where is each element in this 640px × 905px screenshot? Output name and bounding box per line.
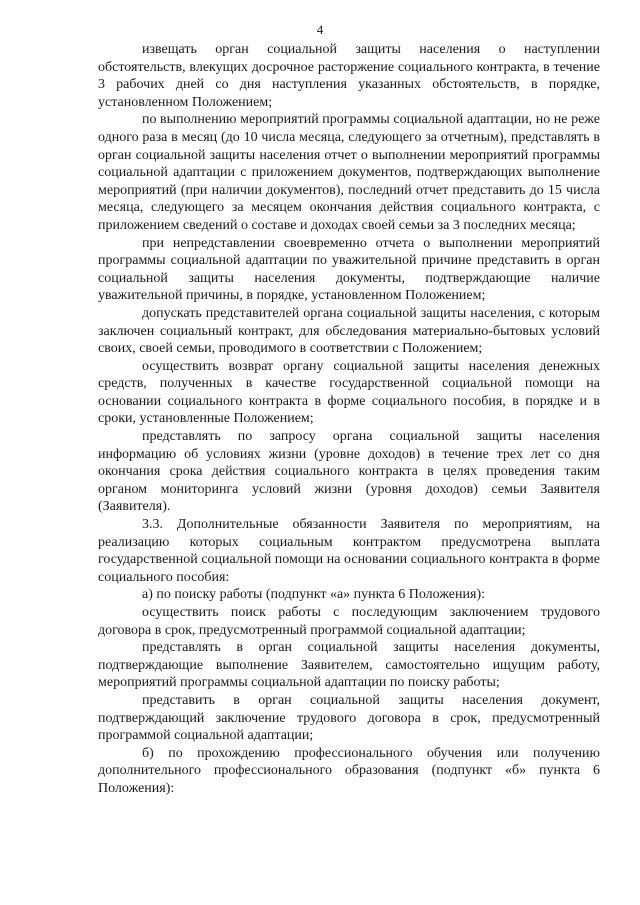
- paragraph-job-search-heading: а) по поиску работы (подпункт «а» пункта 6 Положения):: [142, 587, 485, 603]
- paragraph-report-circumstances: извещать орган социальной защиты населения о наступлении обстоятельств, влекущих досрочное расторжение социального контракта, в течение 3 рабочих дней со дня наступления указанных обстоятельств, в порядке, установленном Положением;: [98, 42, 600, 110]
- page-number: 4: [316, 22, 324, 37]
- paragraph-admit-inspection: допускать представителей органа социальной защиты населения, с которым заключен социальный контракт, для обследования материально-бытовых условий своих, своей семьи, проводимого в соответствии с Положением;: [98, 305, 600, 357]
- paragraph-training-heading: б) по прохождению профессионального обучения или получению дополнительного профессионального образования (подпункт «б» пункта 6 Положения):: [98, 745, 600, 796]
- paragraph-monthly-report: по выполнению мероприятий программы социальной адаптации, но не реже одного раза в месяц (до 10 числа месяца, следующего за отчетным), представлять в орган социальной защиты населения отчет о выполнении мероприятий программы социальной адаптации с приложением документов, подтверждающих выполнение мероприятий (при наличии документов), последний отчет представить до 15 числа месяца, следующего за месяцем окончания действия социального контракта, с приложением сведений о составе и доходах своей семьи за 3 последних месяца;: [98, 112, 600, 233]
- paragraph-employment-contract: представить в орган социальной защиты населения документ, подтверждающий заключение трудового договора в срок, предусмотренный программой социальной адаптации;: [98, 692, 600, 744]
- paragraph-valid-reason: при непредставлении своевременно отчета о выполнении мероприятий программы социальной адаптации по уважительной причине представить в орган социальной защиты населения документы, подтверждающие наличие уважительной причины, в порядке, установленном Положением;: [98, 235, 600, 304]
- paragraph-refund: осуществить возврат органу социальной защиты населения денежных средств, полученных в качестве государственной социальной помощи на основании социального контракта в форме социального пособия, в порядке и в сроки, установленные Положением;: [98, 358, 600, 427]
- paragraph-monitoring-info: представлять по запросу органа социальной защиты населения информацию об условиях жизни (уровне доходов) в течение трех лет со дня окончания срока действия социального контракта в целях проведения таким органом мониторинга условий жизни (уровня доходов) семьи Заявителя (Заявителя).: [98, 429, 600, 515]
- paragraph-section-3-3: 3.3. Дополнительные обязанности Заявителя по мероприятиям, на реализацию которых социальным контрактом предусмотрена выплата государственной социальной помощи на основании социального контракта в форме социального пособия:: [98, 517, 600, 585]
- paragraph-job-search: осуществить поиск работы с последующим заключением трудового договора в срок, предусмотренный программой социальной адаптации;: [98, 605, 600, 638]
- document-body: [98, 41, 600, 798]
- paragraph-job-search-documents: представлять в орган социальной защиты населения документы, подтверждающие выполнение Заявителем, самостоятельно ищущим работу, мероприятий программы социальной адаптации по поиску работы;: [98, 640, 600, 691]
